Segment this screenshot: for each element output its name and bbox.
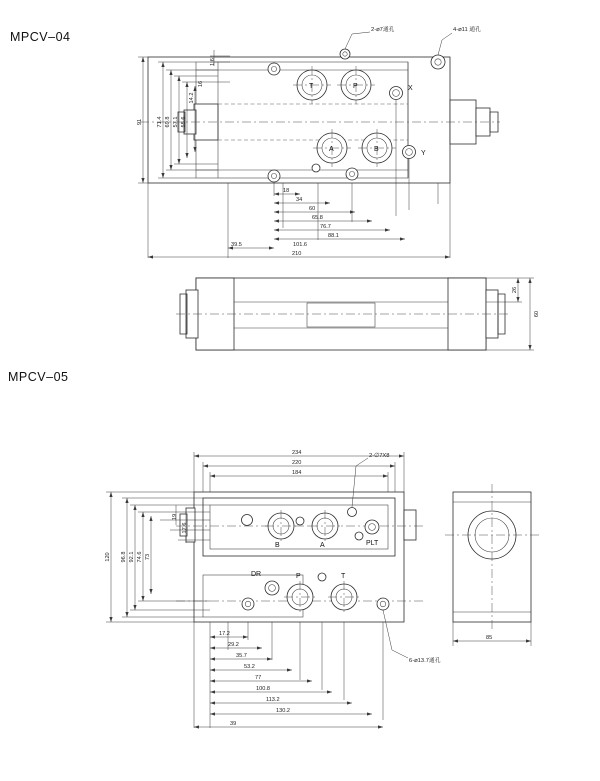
note-6-phi13-7-holes: 6-⌀13.7通孔 [409, 658, 441, 664]
port-label-A: A [320, 542, 325, 549]
dim-113-2: 113.2 [266, 697, 280, 703]
port-label-B: B [275, 542, 280, 549]
dim-34: 34 [296, 197, 303, 203]
dim-101-6: 101.6 [293, 242, 307, 248]
dim-53-2: 53.2 [244, 664, 255, 670]
note-2-phi7x8: 2-∅7X8 [369, 453, 390, 459]
dim-39: 39 [230, 721, 237, 727]
mpcv-04-side-view [176, 278, 540, 350]
dim-39-5: 39.5 [231, 242, 242, 248]
dim-91: 91 [137, 118, 143, 126]
dim-100-8: 100.8 [256, 686, 270, 692]
port-label-P: P [353, 83, 358, 90]
dim-1-6: 1.6 [210, 58, 216, 66]
dim-16: 16 [198, 80, 204, 88]
dim-17-2: 17.2 [219, 631, 230, 637]
dim-96-8: 96.8 [121, 551, 127, 563]
port-label-T: T [309, 83, 314, 90]
dim-60: 60 [534, 310, 540, 318]
dim-55-6: 55.6 [181, 116, 187, 128]
port-label-B: B [374, 146, 379, 153]
dim-120: 120 [105, 552, 111, 562]
port-label-A: A [329, 146, 334, 153]
dim-76-7: 76.7 [320, 224, 331, 230]
dim-19: 19 [172, 513, 178, 521]
dim-18: 18 [283, 188, 290, 194]
dim-130-2: 130.2 [276, 708, 290, 714]
dim-74-6: 74.6 [137, 551, 143, 563]
dim-26: 26 [512, 286, 518, 294]
dim-14-2: 14.2 [189, 92, 195, 104]
dim-65-8: 65.8 [312, 215, 323, 221]
dim-220: 220 [292, 460, 302, 466]
model-label-mpcv05: MPCV–05 [8, 370, 69, 384]
dim-60: 60 [309, 206, 316, 212]
dim-234: 234 [292, 450, 302, 456]
dim-85: 85 [486, 635, 493, 641]
mpcv-04-top-view [137, 25, 500, 259]
note-2-phi7-holes: 2-⌀7通孔 [371, 27, 395, 33]
dim-69-8: 69.8 [165, 116, 171, 128]
dim-57-1: 57.1 [173, 116, 179, 128]
port-label-PLT: PLT [366, 540, 379, 547]
dim-92-1: 92.1 [129, 551, 135, 563]
port-label-DR: DR [251, 571, 262, 578]
model-label-mpcv04: MPCV–04 [10, 30, 71, 44]
port-label-X: X [408, 85, 413, 92]
port-label-T: T [341, 573, 346, 580]
mpcv-05-end-view [445, 484, 540, 646]
dim-88-1: 88.1 [328, 233, 339, 239]
dim-71-4: 71.4 [157, 116, 163, 128]
dim-77: 77 [255, 675, 262, 681]
dim-210: 210 [292, 251, 302, 257]
note-4-phi11-holes: 4-⌀11 通孔 [453, 27, 481, 33]
mpcv-05-top-view [105, 450, 441, 729]
dim-35-7: 35.7 [236, 653, 247, 659]
dim-29-2: 29.2 [228, 642, 239, 648]
port-label-P: P [296, 573, 301, 580]
dim-17-6: 17.6 [182, 522, 188, 534]
dim-184: 184 [292, 470, 302, 476]
port-label-Y: Y [421, 150, 426, 157]
dim-73: 73 [145, 553, 151, 561]
